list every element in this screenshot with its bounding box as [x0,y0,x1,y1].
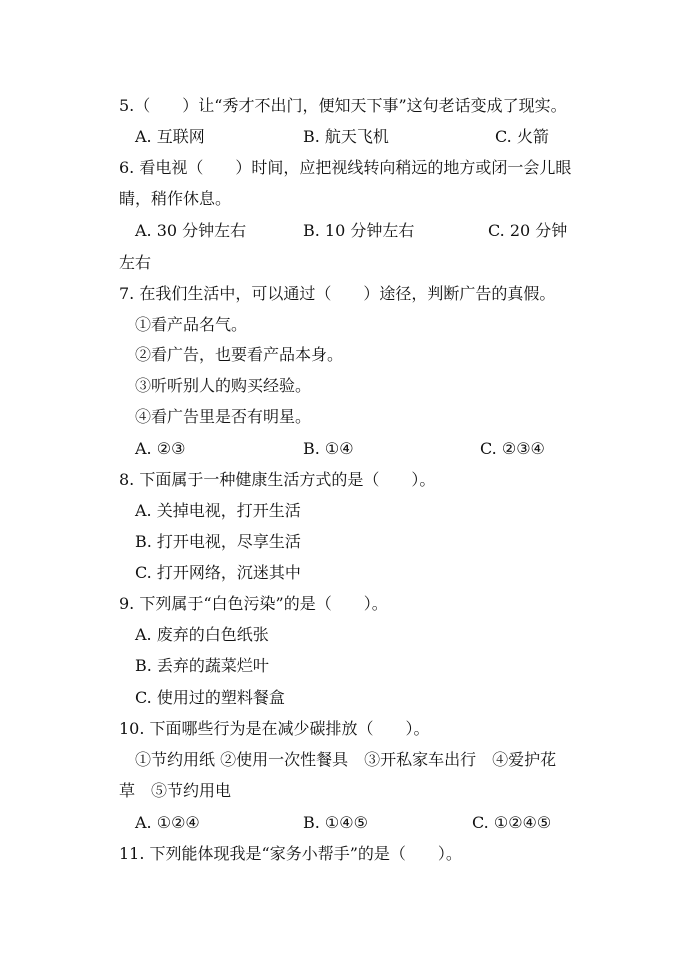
question-5-option-b: B. 航天飞机 [303,127,389,146]
question-8-stem: 8. 下面属于一种健康生活方式的是（ ）。 [119,470,436,489]
question-7-stem: 7. 在我们生活中，可以通过（ ）途径，判断广告的真假。 [119,284,556,303]
question-5-option-c: C. 火箭 [495,127,549,146]
question-7-item-1: ①看产品名气。 [135,315,248,334]
question-7-option-a: A. ②③ [135,439,186,458]
question-9-option-c: C. 使用过的塑料餐盒 [135,688,285,707]
question-7-option-b: B. ①④ [303,439,354,458]
question-9-option-b: B. 丢弃的蔬菜烂叶 [135,656,269,675]
question-6-stem-line-1: 6. 看电视（ ）时间，应把视线转向稍远的地方或闭一会儿眼 [119,158,572,177]
question-5-stem: 5.（ ）让“秀才不出门，便知天下事”这句老话变成了现实。 [119,96,567,115]
question-7-item-3: ③听听别人的购买经验。 [135,376,312,395]
question-10-option-c: C. ①②④⑤ [472,813,552,832]
question-10-option-a: A. ①②④ [135,813,200,832]
question-11-stem: 11. 下列能体现我是“家务小帮手”的是（ ）。 [119,844,462,863]
question-9-stem: 9. 下列属于“白色污染”的是（ ）。 [119,594,388,613]
question-10-stem: 10. 下面哪些行为是在减少碳排放（ ）。 [119,719,430,738]
question-8-option-b: B. 打开电视，尽享生活 [135,532,301,551]
question-6-stem-line-2: 睛，稍作休息。 [119,189,232,208]
question-8-option-a: A. 关掉电视，打开生活 [135,501,301,520]
question-6-option-b: B. 10 分钟左右 [303,221,415,240]
question-7-item-2: ②看广告，也要看产品本身。 [135,345,344,364]
question-6-option-c: C. 20 分钟 [488,221,568,240]
question-5-option-a: A. 互联网 [135,127,205,146]
question-6-option-c-wrap: 左右 [119,253,152,272]
question-7-option-c: C. ②③④ [480,439,545,458]
question-6-option-a: A. 30 分钟左右 [135,221,247,240]
question-10-items-line-2: 草 ⑤节约用电 [119,781,232,800]
question-10-items-line-1: ①节约用纸 ②使用一次性餐具 ③开私家车出行 ④爱护花 [135,750,557,769]
question-8-option-c: C. 打开网络，沉迷其中 [135,563,301,582]
question-7-item-4: ④看广告里是否有明星。 [135,407,312,426]
question-9-option-a: A. 废弃的白色纸张 [135,625,269,644]
question-10-option-b: B. ①④⑤ [303,813,368,832]
